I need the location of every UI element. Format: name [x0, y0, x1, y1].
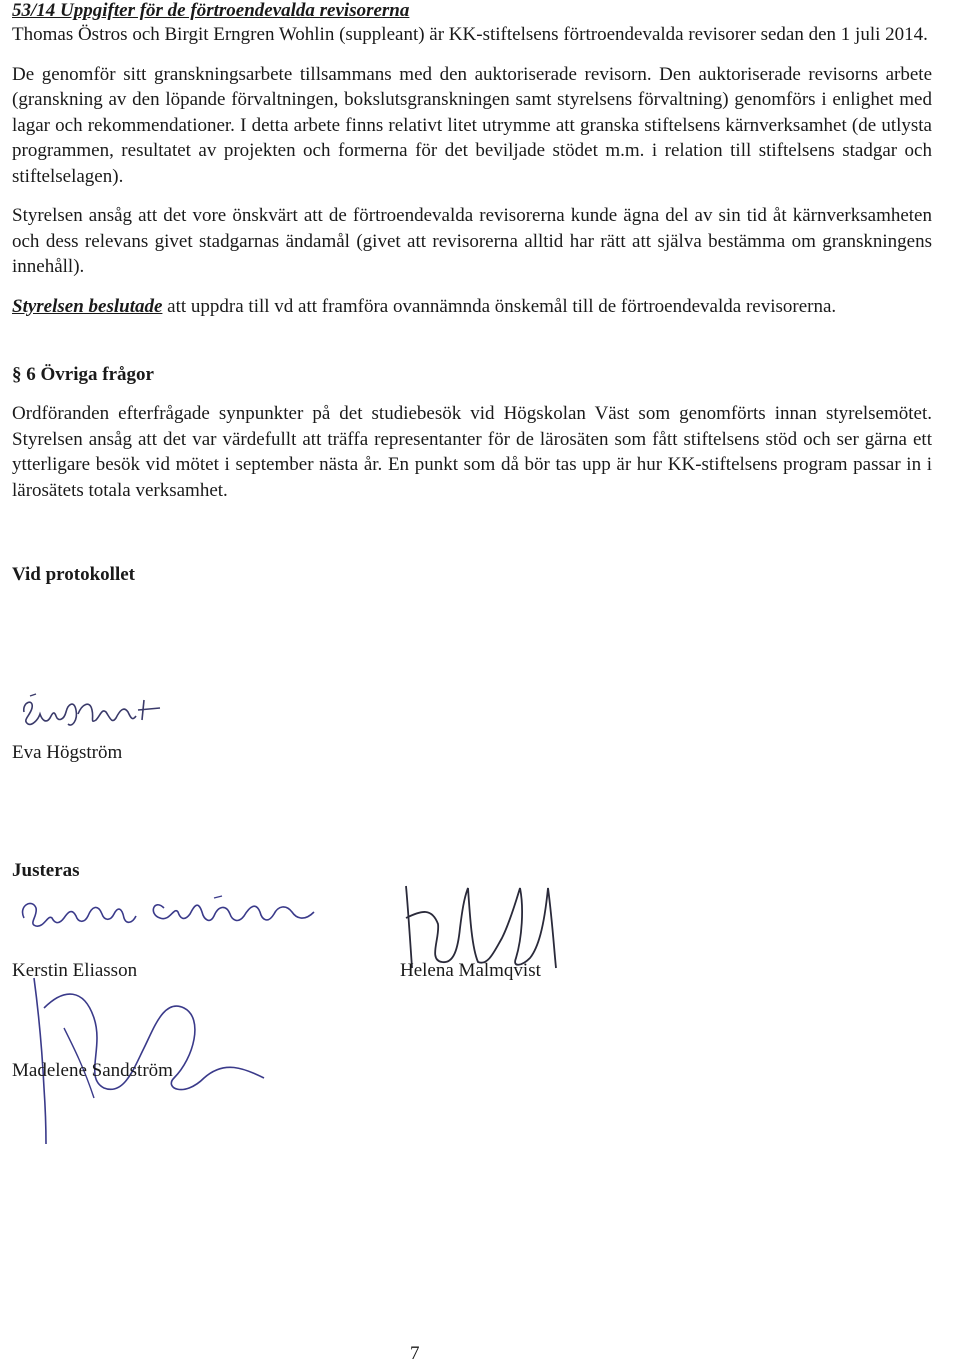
page-number: 7: [410, 1343, 420, 1364]
paragraph-auditing-work: De genomför sitt granskningsarbete tillsammans med den auktoriserade revisorn. Den auktoriserade revisorns arbete (granskning av den löpande förvaltningen, bokslutsgranskningen samt styrelsens förvaltning) genomförs i enlighet med lagar och rekommendationer. I detta arbete finns relativt litet utrymme att granska stiftelsens kärnverksamhet (de utlysta programmen, resultatet av projekten och formerna för det beviljade stödet m.m. i relation till stiftelsens stadgar och stiftelselagen).: [12, 63, 932, 187]
signature-madelene-sandstrom: [24, 968, 274, 1148]
paragraph-auditors-intro: Thomas Östros och Birgit Erngren Wohlin (suppleant) är KK-stiftelsens förtroendevalda revisorer sedan den 1 juli 2014.: [12, 24, 928, 45]
signature-eva-hogstrom: [20, 690, 170, 740]
section-heading-6: § 6 Övriga frågor: [12, 364, 154, 385]
adjuster-name-madelene: Madelene Sandström: [12, 1060, 173, 1081]
paragraph-board-decision: [12, 294, 932, 320]
document-page: [12, 0, 932, 587]
paragraph-board-opinion: Styrelsen ansåg att det vore önskvärt att de förtroendevalda revisorerna kunde ägna del av sin tid åt kärnverksamheten och dess relevans givet stadgarnas ändamål (givet att revisorerna alltid har rätt att själva bestämma om granskningens innehåll).: [12, 205, 932, 277]
adjuster-name-kerstin: Kerstin Eliasson: [12, 960, 138, 981]
decision-prefix: Styrelsen beslutade: [12, 295, 163, 317]
secretary-name: Eva Högström: [12, 742, 123, 763]
signature-kerstin-eliasson: [14, 888, 324, 938]
justeras-heading: Justeras: [12, 860, 80, 881]
adjuster-name-helena: Helena Malmqvist: [400, 960, 541, 981]
vid-protokollet-heading: Vid protokollet: [12, 564, 135, 585]
section-heading-5314: 53/14 Uppgifter för de förtroendevalda revisorerna: [12, 0, 410, 21]
paragraph-other-questions: Ordföranden efterfrågade synpunkter på det studiebesök vid Högskolan Väst som genomförts innan styrelsemötet. Styrelsen ansåg att det var värdefullt att träffa representanter för de lärosäten som fått stiftelsens stöd och ser gärna ett ytterligare besök vid mötet i september nästa år. En punkt som då bör tas upp är hur KK-stiftelsens program passar in i lärosätets totala verksamhet.: [12, 403, 932, 501]
decision-text: att uppdra till vd att framföra ovannämnda önskemål till de förtroendevalda revisorerna.: [162, 295, 837, 317]
